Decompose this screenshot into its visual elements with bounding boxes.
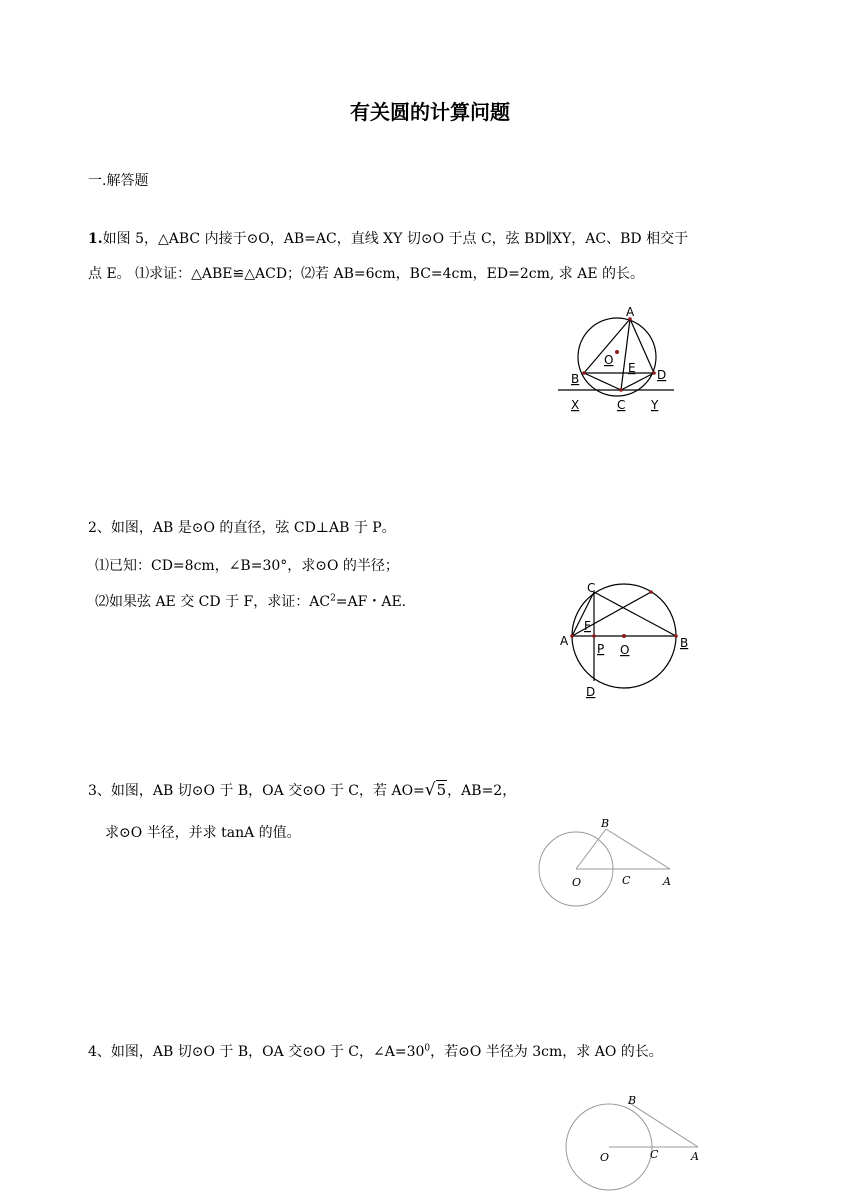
q4-label-a: A — [691, 1150, 699, 1163]
q2-figure — [550, 575, 700, 705]
q3-line2: 求⊙O 半径，并求 tanA 的值。 — [105, 825, 301, 841]
q4-line1-a: 4、如图，AB 切⊙O 于 B，OA 交⊙O 于 C，∠A=30 — [88, 1044, 425, 1060]
q3-label-c: C — [622, 874, 631, 887]
q2-line3-b: =AF・AE. — [335, 594, 407, 610]
q2-point-a — [570, 634, 574, 638]
q4-label-c: C — [650, 1148, 659, 1161]
q1-label-y: Y — [651, 398, 659, 412]
q3-label-o: O — [572, 876, 582, 889]
q3-label-b: B — [601, 817, 610, 830]
q1-point-b — [582, 371, 586, 375]
q1-segment-ac — [621, 319, 630, 390]
q4-tangent-ab — [628, 1102, 698, 1147]
q4-line1 — [88, 1041, 663, 1061]
q1-figure — [550, 300, 690, 420]
q1-label-x: X — [571, 398, 580, 412]
q3-line1-a: 3、如图，AB 切⊙O 于 B，OA 交⊙O 于 C，若 AO= — [88, 783, 425, 799]
q1-label-d: D — [657, 368, 667, 382]
q4-label-b: B — [628, 1094, 637, 1107]
q2-label-f: F — [584, 619, 591, 633]
q1-label-e: E — [628, 361, 636, 375]
q3-line1: 3、如图，AB 切⊙O 于 B，OA 交⊙O 于 C，若 AO=√5，AB=2， — [88, 780, 517, 800]
q1-circle — [578, 318, 656, 396]
q3-radicand: 5 — [436, 781, 447, 799]
q2-line1: 2、如图，AB 是⊙O 的直径，弦 CD⊥AB 于 P。 — [88, 520, 396, 536]
q4-label-o: O — [600, 1151, 610, 1164]
q2-line3-a: ⑵如果弦 AE 交 CD 于 F，求证：AC — [95, 594, 331, 610]
q1-line2: 点 E。 ⑴求证：△ABE≌△ACD；⑵若 AB=6cm，BC=4cm，ED=2cm, 求 AE 的长。 — [88, 266, 644, 282]
q2-label-c: C — [587, 581, 596, 595]
q1-label-b: B — [571, 372, 580, 386]
q2-label-p: P — [597, 642, 605, 656]
q2-point-e — [649, 590, 653, 594]
q2-label-o: O — [620, 643, 630, 657]
q1-label-o: O — [604, 353, 614, 367]
q2-chord-cb — [594, 592, 676, 636]
q1-point-d — [652, 371, 656, 375]
page-title: 有关圆的计算问题 — [350, 100, 510, 124]
q1-segment-bc — [584, 373, 621, 390]
q2-line2: ⑴已知：CD=8cm，∠B=30°，求⊙O 的半径； — [95, 558, 399, 574]
q1-label-c: C — [617, 398, 626, 412]
q4-line1-b: ，若⊙O 半径为 3cm，求 AO 的长。 — [430, 1044, 663, 1060]
q1-text1: 如图 5，△ABC 内接于⊙O，AB=AC，直线 XY 切⊙O 于点 C，弦 BD∥XY，AC、BD 相交于 — [102, 231, 689, 247]
q1-segment-cd — [621, 373, 654, 390]
q4-figure — [560, 1090, 710, 1191]
q3-figure — [530, 812, 690, 917]
q2-line3 — [95, 591, 406, 611]
q3-line1-b: ，AB=2， — [447, 783, 517, 799]
q1-center-dot — [615, 350, 619, 354]
q4-line1-sup: 0 — [424, 1043, 431, 1054]
q2-label-a: A — [560, 634, 569, 648]
q1-line1 — [88, 228, 688, 248]
q1-number: 1. — [88, 231, 103, 247]
q3-label-a: A — [663, 875, 671, 888]
q3-tangent-ab — [606, 829, 670, 869]
q2-label-b: B — [680, 636, 689, 650]
q2-center-dot — [622, 634, 626, 638]
q2-label-d: D — [586, 685, 596, 699]
q2-point-b — [674, 634, 678, 638]
q1-label-a: A — [626, 305, 635, 319]
q2-line3-sup: 2 — [330, 593, 336, 604]
section-heading: 一.解答题 — [88, 173, 149, 189]
q2-point-p — [592, 634, 596, 638]
q1-point-c — [619, 388, 623, 392]
